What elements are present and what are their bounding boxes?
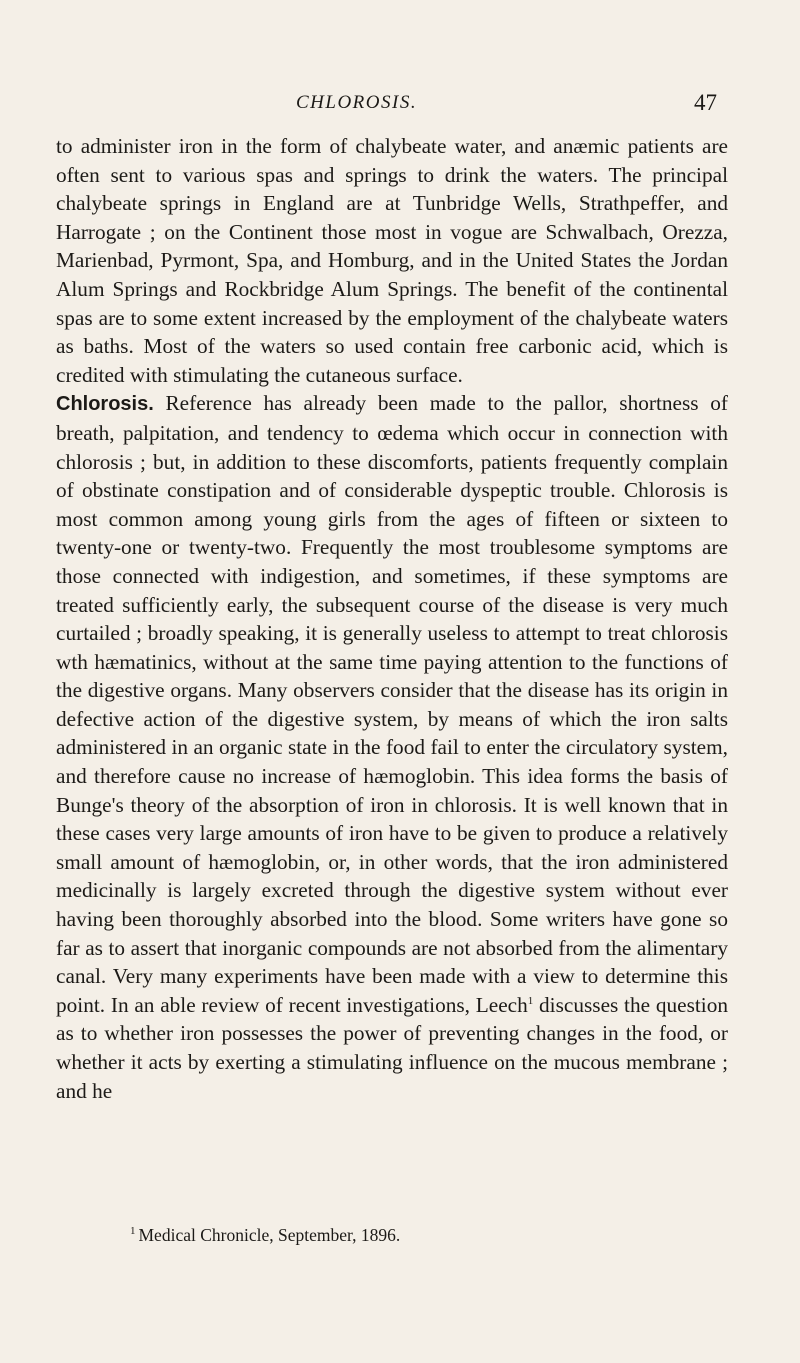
footnote-text: Medical Chronicle, September, 1896. xyxy=(138,1225,401,1245)
section-text: Reference has already been made to the pallor, shortness of breath, palpitation, and tendency to œdema which occur in connection with chlorosis ; but, in addition to these discomforts, patients frequently complain of obstinate constipation and of considerable dyspeptic trouble. Chlorosis is most common among young girls from the ages of fifteen or sixteen to twenty-one or twenty-two. Frequently the most troublesome symptoms are those connected with indigestion, and sometimes, if these symptoms are treated sufficiently early, the subsequent course of the disease is very much curtailed ; broadly speaking, it is generally useless to attempt to treat chlorosis wth hæmatinics, without at the same time paying attention to the functions of the digestive organs. Many observers consider that the disease has its origin in defective action of the digestive system, by means of which the iron salts administered in an organic state in the food fail to enter the circulatory system, and therefore cause no increase of hæmoglobin. This idea forms the basis of Bunge's theory of the absorption of iron in chlorosis. It is well known that in these cases very large amounts of iron have to be given to produce a relatively small amount of hæmoglobin, or, in other words, that the iron administered medicinally is largely excreted through the digestive system without ever having been thoroughly absorbed into the blood. Some writers have gone so far as to assert that inorganic compounds are not absorbed from the alimentary canal. Very many experiments have been made with a view to determine this point. In an able review of recent investigations, Leech xyxy=(56,391,728,1017)
paragraph-intro: to administer iron in the form of chalybeate water, and anæmic patients are often sent to various spas and springs to drink the waters. The principal chalybeate springs in England are at Tunbridge Wells, Strathpeffer, and Harrogate ; on the Continent those most in vogue are Schwalbach, Orezza, Marienbad, Pyrmont, Spa, and Homburg, and in the United States the Jordan Alum Springs and Rockbridge Alum Springs. The benefit of the continental spas are to some extent increased by the employment of the chalybeate waters as baths. Most of the waters so used contain free carbonic acid, which is credited with stimulating the cutaneous surface. xyxy=(56,134,728,387)
page-number: 47 xyxy=(694,90,717,115)
section-text-continued: discusses the question as to whether iron possesses the power of preventing changes in the food, or whether it acts by exerting a stimulating influence on the mucous membrane ; and he xyxy=(56,992,728,1103)
footnote xyxy=(130,1225,400,1246)
paragraph-chlorosis xyxy=(56,389,728,1105)
running-title: CHLOROSIS. xyxy=(296,92,418,113)
footnote-marker: 1 xyxy=(130,1225,136,1237)
footnote-reference: 1 xyxy=(527,994,534,1007)
section-heading: Chlorosis. xyxy=(56,393,154,416)
page-header xyxy=(0,92,800,118)
body-text xyxy=(56,132,728,1105)
